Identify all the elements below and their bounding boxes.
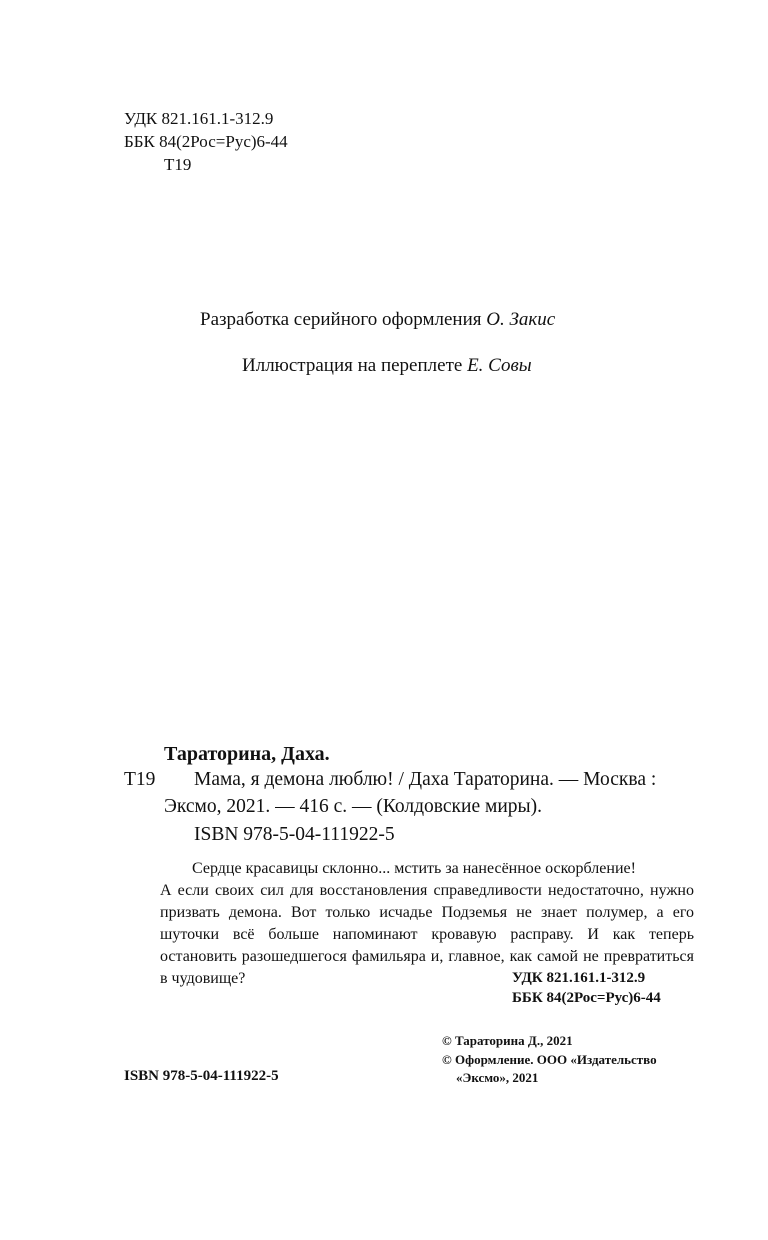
biblio-title-line: Мама, я демона люблю! / Даха Тараторина. — Москва :: [194, 769, 657, 790]
annotation-body: А если своих сил для восстановления справедливости недостаточно, нужно призвать демона. Вот только исчадье Подземья не знает полумер, а его шуточки всё больше напоминают кровавую расправу. И как теперь остановить разошедшегося фамильяра и, главное, как самой не превратиться в чудовище?: [160, 882, 694, 987]
footer-bbk: ББК 84(2Рос=Рус)6-44: [512, 990, 661, 1006]
biblio-publisher-line: Эксмо, 2021. — 416 с. — (Колдовские миры).: [164, 796, 542, 817]
series-design-credit: [200, 308, 555, 332]
series-design-name: О. Закис: [486, 309, 556, 330]
illustration-name: Е. Совы: [467, 355, 532, 376]
footer-udk: УДК 821.161.1-312.9: [512, 970, 646, 986]
annotation-first-line: Сердце красавицы склонно... мстить за нанесённое оскорбление!: [192, 860, 636, 877]
copyright-design-line2: «Эксмо», 2021: [456, 1070, 539, 1085]
biblio-author-mark: Т19: [124, 769, 156, 790]
series-design-label: Разработка серийного оформления: [200, 309, 482, 330]
illustration-label: Иллюстрация на переплете: [242, 355, 463, 376]
copyright-design-line1: © Оформление. ООО «Издательство: [442, 1052, 657, 1067]
biblio-isbn: ISBN 978-5-04-111922-5: [194, 824, 395, 845]
udk-code: УДК 821.161.1-312.9: [124, 109, 274, 128]
bbk-code: ББК 84(2Рос=Рус)6-44: [124, 132, 288, 151]
copyright-author: © Тараторина Д., 2021: [442, 1033, 573, 1048]
footer-isbn: ISBN 978-5-04-111922-5: [124, 1068, 279, 1084]
illustration-credit: [242, 354, 532, 378]
author-heading: Тараторина, Даха.: [164, 743, 330, 765]
author-mark: Т19: [164, 155, 192, 174]
